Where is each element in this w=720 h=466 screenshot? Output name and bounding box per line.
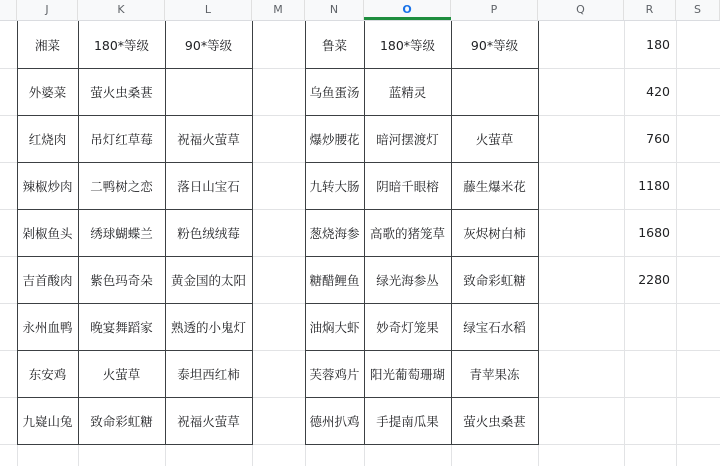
left-table-cell[interactable]: 外婆菜: [28, 84, 67, 100]
right-table-border-horizontal: [305, 350, 539, 351]
right-table-border-vertical: [538, 21, 539, 445]
column-r-value-cell[interactable]: 420: [646, 84, 670, 99]
column-header-p[interactable]: P: [451, 0, 538, 20]
left-table-border-vertical: [78, 21, 79, 445]
spreadsheet-grid[interactable]: [0, 21, 720, 466]
left-table-border-horizontal: [17, 256, 253, 257]
left-table-cell[interactable]: 东安鸡: [28, 366, 67, 382]
left-table-cell[interactable]: 90*等级: [184, 37, 233, 53]
left-table-cell[interactable]: 晚宴舞蹈家: [90, 319, 153, 335]
left-table-border-horizontal: [17, 350, 253, 351]
row-header-corner: [0, 0, 17, 20]
right-table-cell[interactable]: 手提南瓜果: [376, 413, 439, 429]
left-table-cell[interactable]: 粉色绒绒莓: [177, 225, 240, 241]
left-table-cell[interactable]: 九嶷山兔: [22, 413, 73, 429]
right-table-cell[interactable]: 灰烬树白柿: [463, 225, 526, 241]
right-table-cell[interactable]: 藤生爆米花: [463, 178, 526, 194]
column-header-k[interactable]: K: [78, 0, 165, 20]
left-table-cell[interactable]: 熟透的小鬼灯: [170, 319, 246, 335]
right-table-border-horizontal: [305, 162, 539, 163]
left-table-border-vertical: [165, 21, 166, 445]
right-table-cell[interactable]: 蓝精灵: [388, 84, 427, 100]
right-table-cell[interactable]: 青苹果冻: [469, 366, 520, 382]
right-table-cell[interactable]: [451, 68, 538, 115]
column-header-n[interactable]: N: [305, 0, 364, 20]
right-table-cell[interactable]: 阴暗千眼榕: [376, 178, 439, 194]
right-table-cell[interactable]: 阳光葡萄珊瑚: [369, 366, 445, 382]
column-header-o[interactable]: O: [364, 0, 451, 20]
column-header-j[interactable]: J: [17, 0, 78, 20]
column-r-value-cell[interactable]: 1180: [638, 178, 670, 193]
left-table-cell[interactable]: 落日山宝石: [177, 178, 240, 194]
right-table-border-horizontal: [305, 209, 539, 210]
right-table-cell[interactable]: 90*等级: [470, 37, 519, 53]
right-table-cell[interactable]: 德州扒鸡: [309, 413, 360, 429]
right-table-cell[interactable]: 糖醋鲤鱼: [309, 272, 360, 288]
column-r-value-cell[interactable]: 180: [646, 37, 670, 52]
left-table-cell[interactable]: 泰坦西红柿: [177, 366, 240, 382]
left-table-cell[interactable]: 红烧肉: [28, 131, 67, 147]
column-r-value-cell[interactable]: 1680: [638, 225, 670, 240]
right-table-border-horizontal: [305, 303, 539, 304]
right-table-border-horizontal: [305, 444, 539, 445]
left-table-cell[interactable]: 祝福火萤草: [177, 413, 240, 429]
right-table-cell[interactable]: 爆炒腰花: [309, 131, 360, 147]
column-header-l[interactable]: L: [165, 0, 252, 20]
right-table-cell[interactable]: 芙蓉鸡片: [309, 366, 360, 382]
left-table-cell[interactable]: 永州血鸭: [22, 319, 73, 335]
right-table-cell[interactable]: 致命彩虹糖: [463, 272, 526, 288]
left-table-border-horizontal: [17, 115, 253, 116]
left-table-border-horizontal: [17, 397, 253, 398]
right-table-cell[interactable]: 绿光海参丛: [376, 272, 439, 288]
right-table-border-horizontal: [305, 68, 539, 69]
left-table-cell[interactable]: 二鸭树之恋: [90, 178, 153, 194]
right-table-border-horizontal: [305, 256, 539, 257]
left-table-border-horizontal: [17, 68, 253, 69]
column-r-value-cell[interactable]: 760: [646, 131, 670, 146]
right-table-border-horizontal: [305, 115, 539, 116]
right-table-border-vertical: [305, 21, 306, 445]
left-table-border-vertical: [252, 21, 253, 445]
column-header-m[interactable]: M: [252, 0, 305, 20]
left-table-cell[interactable]: 180*等级: [93, 37, 150, 53]
left-table-border-horizontal: [17, 209, 253, 210]
left-table-cell[interactable]: [165, 68, 252, 115]
column-header-q[interactable]: Q: [538, 0, 624, 20]
left-table-cell[interactable]: 绣球蝴蝶兰: [90, 225, 153, 241]
left-table-cell[interactable]: 剁椒鱼头: [22, 225, 73, 241]
right-table-cell[interactable]: 绿宝石水稻: [463, 319, 526, 335]
left-table-cell[interactable]: 辣椒炒肉: [22, 178, 73, 194]
left-table-cell[interactable]: 祝福火萤草: [177, 131, 240, 147]
left-table-cell[interactable]: 紫色玛奇朵: [90, 272, 153, 288]
left-table-cell[interactable]: 萤火虫桑葚: [90, 84, 153, 100]
right-table-cell[interactable]: 葱烧海参: [309, 225, 360, 241]
right-table-border-horizontal: [305, 397, 539, 398]
right-table-cell[interactable]: 火萤草: [475, 131, 514, 147]
column-header-row: [0, 0, 720, 21]
right-table-cell[interactable]: 高歌的猪笼草: [369, 225, 445, 241]
left-table-cell[interactable]: 吊灯红草莓: [90, 131, 153, 147]
left-table-cell[interactable]: 黄金国的太阳: [170, 272, 246, 288]
right-table-border-vertical: [364, 21, 365, 445]
right-table-cell[interactable]: 萤火虫桑葚: [463, 413, 526, 429]
gridline-vertical: [676, 21, 677, 466]
active-column-indicator: [364, 17, 451, 20]
left-table-border-horizontal: [17, 303, 253, 304]
column-header-s[interactable]: S: [676, 0, 720, 20]
right-table-cell[interactable]: 九转大肠: [309, 178, 360, 194]
left-table-border-horizontal: [17, 444, 253, 445]
right-table-cell[interactable]: 暗河摆渡灯: [376, 131, 439, 147]
right-table-cell[interactable]: 油焖大虾: [309, 319, 360, 335]
left-table-border-vertical: [17, 21, 18, 445]
left-table-cell[interactable]: 湘菜: [34, 37, 60, 53]
right-table-cell[interactable]: 妙奇灯笼果: [376, 319, 439, 335]
right-table-border-vertical: [451, 21, 452, 445]
left-table-cell[interactable]: 火萤草: [102, 366, 141, 382]
column-header-r[interactable]: R: [624, 0, 676, 20]
left-table-border-horizontal: [17, 162, 253, 163]
right-table-cell[interactable]: 鲁菜: [321, 37, 347, 53]
right-table-cell[interactable]: 乌鱼蛋汤: [309, 84, 360, 100]
left-table-cell[interactable]: 致命彩虹糖: [90, 413, 153, 429]
column-r-value-cell[interactable]: 2280: [638, 272, 670, 287]
right-table-cell[interactable]: 180*等级: [379, 37, 436, 53]
left-table-cell[interactable]: 吉首酸肉: [22, 272, 73, 288]
